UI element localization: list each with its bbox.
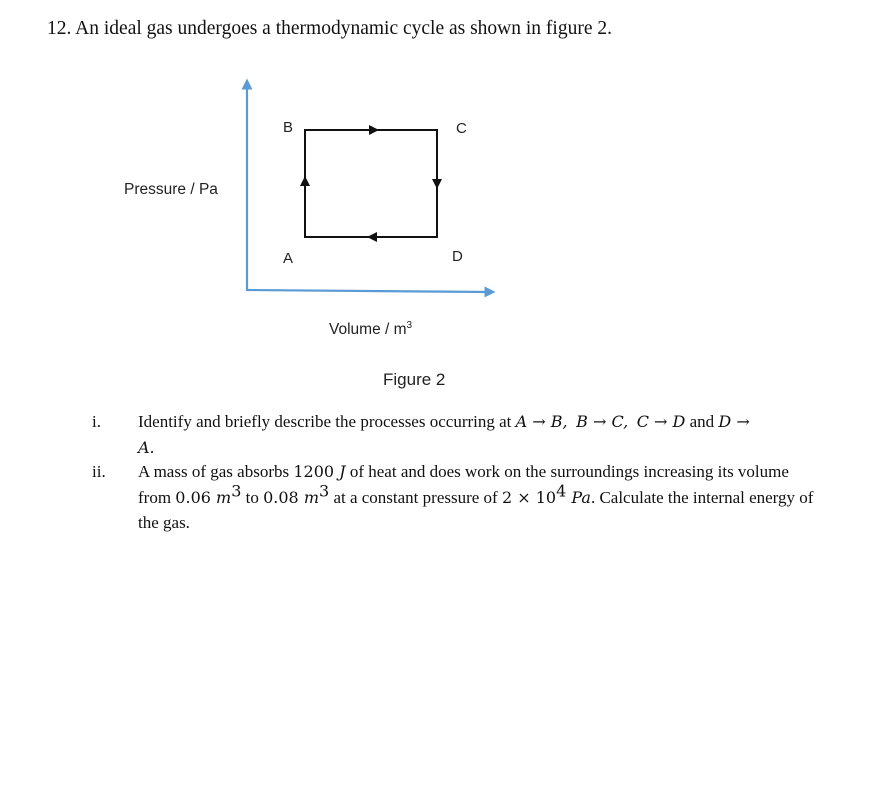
point-label-b: B (283, 119, 294, 136)
process-b-to-c: B → C, (576, 412, 629, 431)
question-text-segment: at a constant pressure of (329, 487, 502, 507)
question-item-text (138, 459, 814, 536)
final-volume-unit: m (303, 487, 319, 507)
question-item-number: i. (92, 412, 101, 431)
process-c-to-d: C → D (636, 412, 686, 431)
pressure-unit: Pa (566, 487, 591, 507)
question-text-segment: A mass of gas absorbs (138, 462, 294, 481)
heat-value: 1200 (293, 462, 340, 481)
process-d-to-a-end: A. (138, 437, 155, 457)
x-axis-label (329, 320, 413, 338)
arrow-a-to-b (300, 176, 310, 186)
point-label-a: A (283, 250, 294, 267)
pressure-exponent: 4 (556, 480, 567, 500)
heat-unit: J (339, 462, 346, 481)
question-item-number: ii. (92, 462, 106, 481)
x-axis-label-unit: Volume / m (329, 321, 407, 338)
question-text-segment: Identify and briefly describe the processes occurring at (138, 412, 516, 431)
initial-volume-unit: m (216, 487, 232, 507)
pressure-coefficient: 2 × 10 (501, 487, 557, 507)
initial-volume-exponent: 3 (231, 480, 242, 500)
thermodynamic-cycle-loop (305, 130, 437, 237)
process-d-to-a: D → (718, 412, 750, 431)
figure-caption: Figure 2 (383, 370, 446, 389)
y-axis-label: Pressure / Pa (124, 181, 218, 198)
point-label-d: D (452, 248, 463, 265)
question-text-segment: and (685, 412, 719, 431)
arrow-d-to-a (367, 232, 377, 242)
arrow-c-to-d (432, 179, 442, 189)
question-text-segment: to (241, 487, 264, 507)
final-volume-value: 0.08 (263, 487, 304, 507)
arrow-b-to-c (369, 125, 379, 135)
final-volume-exponent: 3 (319, 480, 330, 500)
question-text-segment: . Calculate the internal energy of the gas. (138, 487, 814, 532)
question-title: 12. An ideal gas undergoes a thermodynamic cycle as shown in figure 2. (47, 18, 612, 39)
x-axis-label-exponent: 3 (406, 320, 413, 331)
process-a-to-b: A → B, (515, 412, 568, 431)
initial-volume-value: 0.06 (175, 487, 217, 507)
point-label-c: C (456, 120, 467, 137)
question-item-text (138, 409, 814, 460)
x-axis-line (246, 290, 490, 292)
question-text-segment: of heat and does work on the surroundings increasing its volume from (138, 462, 789, 507)
